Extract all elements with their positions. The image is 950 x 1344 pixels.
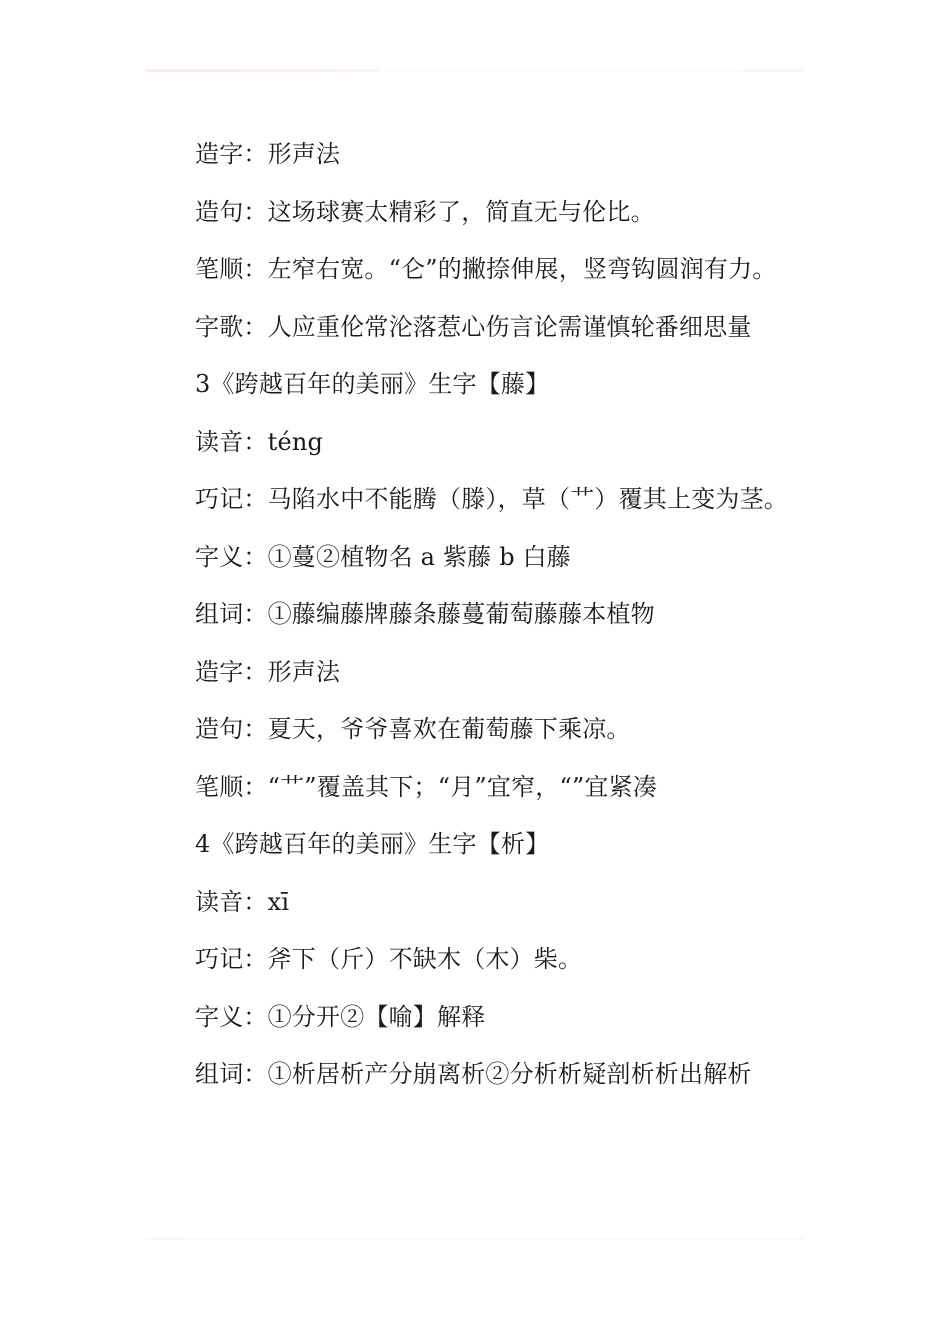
paragraph-ziyi-2: 字义：①分开②【喻】解释	[195, 1002, 486, 1031]
paragraph-zuci-1: 组词：①藤编藤牌藤条藤蔓葡萄藤藤本植物	[195, 600, 655, 628]
paragraph-duyin-2: 读音：xī	[195, 887, 290, 916]
document-body	[145, 126, 807, 1104]
footer-rule	[145, 1238, 805, 1240]
paragraph-zaozi-1: 造字：形声法	[195, 140, 341, 168]
paragraph-duyin-1: 读音：téng	[195, 427, 324, 456]
header-rule	[145, 69, 805, 72]
section-heading-teng: 3《跨越百年的美丽》生字【藤】	[195, 370, 550, 398]
paragraph-ziyi-1: 字义：①蔓②植物名 a 紫藤 b 白藤	[195, 542, 571, 571]
paragraph-bishun-2: 笔顺：“艹”覆盖其下；“月”宜窄，“”宜紧凑	[195, 772, 658, 801]
paragraph-zige: 字歌：人应重伦常沦落惹心伤言论需谨慎轮番细思量	[195, 312, 752, 341]
paragraph-qiaoji-2: 巧记：斧下（斤）不缺木（木）柴。	[195, 945, 583, 973]
paragraph-zaoju-1: 造句：这场球赛太精彩了，简直无与伦比。	[195, 197, 655, 226]
paragraph-qiaoji-1: 巧记：马陷水中不能腾（滕），草（艹）覆其上变为茎。	[195, 485, 788, 513]
paragraph-zaozi-2: 造字：形声法	[195, 657, 341, 686]
paragraph-bishun-1: 笔顺：左窄右宽。“仑”的撇捺伸展，竖弯钩圆润有力。	[195, 255, 777, 283]
paragraph-zuci-2: 组词：①析居析产分崩离析②分析析疑剖析析出解析	[195, 1060, 752, 1088]
paragraph-zaoju-2: 造句：夏天，爷爷喜欢在葡萄藤下乘凉。	[195, 715, 631, 743]
section-heading-xi: 4《跨越百年的美丽》生字【析】	[195, 830, 550, 858]
